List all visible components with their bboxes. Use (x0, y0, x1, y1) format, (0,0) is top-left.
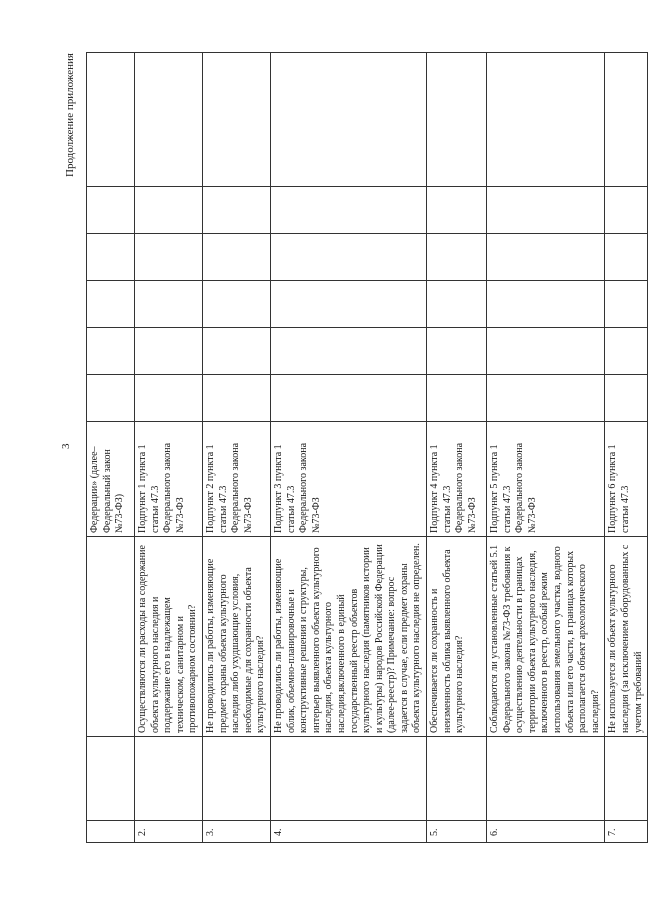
row-number: 4. (270, 821, 426, 843)
legal-basis-cell: Подпункт 4 пункта 1 статьи 47.3 Федерального закона №73-ФЗ (427, 422, 487, 537)
empty-cell (487, 737, 605, 821)
empty-cell (605, 737, 648, 821)
row-number: 6. (487, 821, 605, 843)
empty-cell (270, 281, 426, 328)
legal-basis-cell: Подпункт 5 пункта 1 статьи 47.3 Федерального закона №73-ФЗ (487, 422, 605, 537)
empty-cell (427, 328, 487, 375)
empty-cell (427, 187, 487, 234)
empty-cell (605, 234, 648, 281)
empty-cell (202, 234, 270, 281)
empty-cell (202, 53, 270, 187)
table-row (87, 53, 135, 843)
empty-cell (270, 328, 426, 375)
table-row (487, 53, 605, 843)
empty-cell (427, 281, 487, 328)
empty-cell (605, 187, 648, 234)
legal-basis-cell: Подпункт 1 пункта 1 статьи 47.3 Федерального закона №73-ФЗ (135, 422, 203, 537)
appendix-continuation-caption: Продолжение приложения (64, 53, 76, 177)
legal-basis-cell: Подпункт 6 пункта 1 статьи 47.3 (605, 422, 648, 537)
empty-cell (427, 737, 487, 821)
row-number (87, 821, 135, 843)
empty-cell (87, 234, 135, 281)
empty-cell (202, 187, 270, 234)
empty-cell (605, 281, 648, 328)
empty-cell (87, 375, 135, 422)
empty-cell (135, 737, 203, 821)
row-number: 5. (427, 821, 487, 843)
table-row (427, 53, 487, 843)
row-number: 3. (202, 821, 270, 843)
empty-cell (487, 53, 605, 187)
empty-cell (135, 53, 203, 187)
table-row (605, 53, 648, 843)
empty-cell (487, 281, 605, 328)
rotated-page-content (64, 53, 644, 843)
empty-cell (87, 53, 135, 187)
empty-cell (487, 328, 605, 375)
empty-cell (202, 328, 270, 375)
question-cell: Соблюдаются ли установленные статьей 5.1 Федерального закона №73-ФЗ требования к осуществлению деятельности в границах территории объекта культурного наследия, включенного в реестр, особый режим использования земельного участка, водного объекта или его части, в границах которых располагается объект археологического наследия? (487, 537, 605, 737)
empty-cell (605, 53, 648, 187)
empty-cell (87, 187, 135, 234)
table-row (135, 53, 203, 843)
table-row (202, 53, 270, 843)
page-number: 3 (60, 443, 72, 449)
checklist-table (86, 52, 648, 843)
row-number: 2. (135, 821, 203, 843)
legal-basis-cell: Подпункт 2 пункта 1 статьи 47.3 Федерального закона №73-ФЗ (202, 422, 270, 537)
empty-cell (202, 375, 270, 422)
empty-cell (427, 234, 487, 281)
empty-cell (605, 375, 648, 422)
row-number: 7. (605, 821, 648, 843)
empty-cell (135, 281, 203, 328)
table-row (270, 53, 426, 843)
empty-cell (202, 737, 270, 821)
empty-cell (605, 328, 648, 375)
empty-cell (270, 234, 426, 281)
legal-basis-cell: Подпункт 3 пункта 1 статьи 47.3 Федерального закона №73-ФЗ (270, 422, 426, 537)
empty-cell (487, 187, 605, 234)
empty-cell (487, 234, 605, 281)
question-cell: Осуществляются ли расходы на содержание объекта культурного наследия и поддержание его в надлежащем техническом, санитарном и противопожарном состоянии? (135, 537, 203, 737)
question-cell: Не используется ли объект культурного наследия (за исключением оборудованных с учетом требований (605, 537, 648, 737)
empty-cell (135, 375, 203, 422)
empty-cell (87, 328, 135, 375)
empty-cell (87, 737, 135, 821)
question-cell: Обеспечивается ли сохранность и неизменность облика выявленного объекта культурного наследия? (427, 537, 487, 737)
empty-cell (270, 53, 426, 187)
empty-cell (135, 234, 203, 281)
empty-cell (202, 281, 270, 328)
empty-cell (270, 737, 426, 821)
legal-basis-cell: Федерации» (далее– Федеральный закон №73-ФЗ) (87, 422, 135, 537)
question-cell: Не проводились ли работы, изменяющие предмет охраны объекта культурного наследия либо ухудшающие условия, необходимые для сохранности объекта культурного наследия? (202, 537, 270, 737)
empty-cell (270, 187, 426, 234)
empty-cell (487, 375, 605, 422)
question-cell: Не проводились ли работы, изменяющие облик, объемно-планировочные и конструктивные решения и структуры, интерьер выявленного объекта культурного наследия, объекта культурного наследия,включенного в единый государственный реестр объектов культурного наследия (памятников истории и культуры) народов Российской Федерации (далее-реестр)? Примечание: вопрос задается в случае, если предмет охраны объекта культурного наследия не определен. (270, 537, 426, 737)
empty-cell (427, 53, 487, 187)
empty-cell (135, 328, 203, 375)
empty-cell (427, 375, 487, 422)
empty-cell (87, 281, 135, 328)
empty-cell (135, 187, 203, 234)
question-cell (87, 537, 135, 737)
empty-cell (270, 375, 426, 422)
